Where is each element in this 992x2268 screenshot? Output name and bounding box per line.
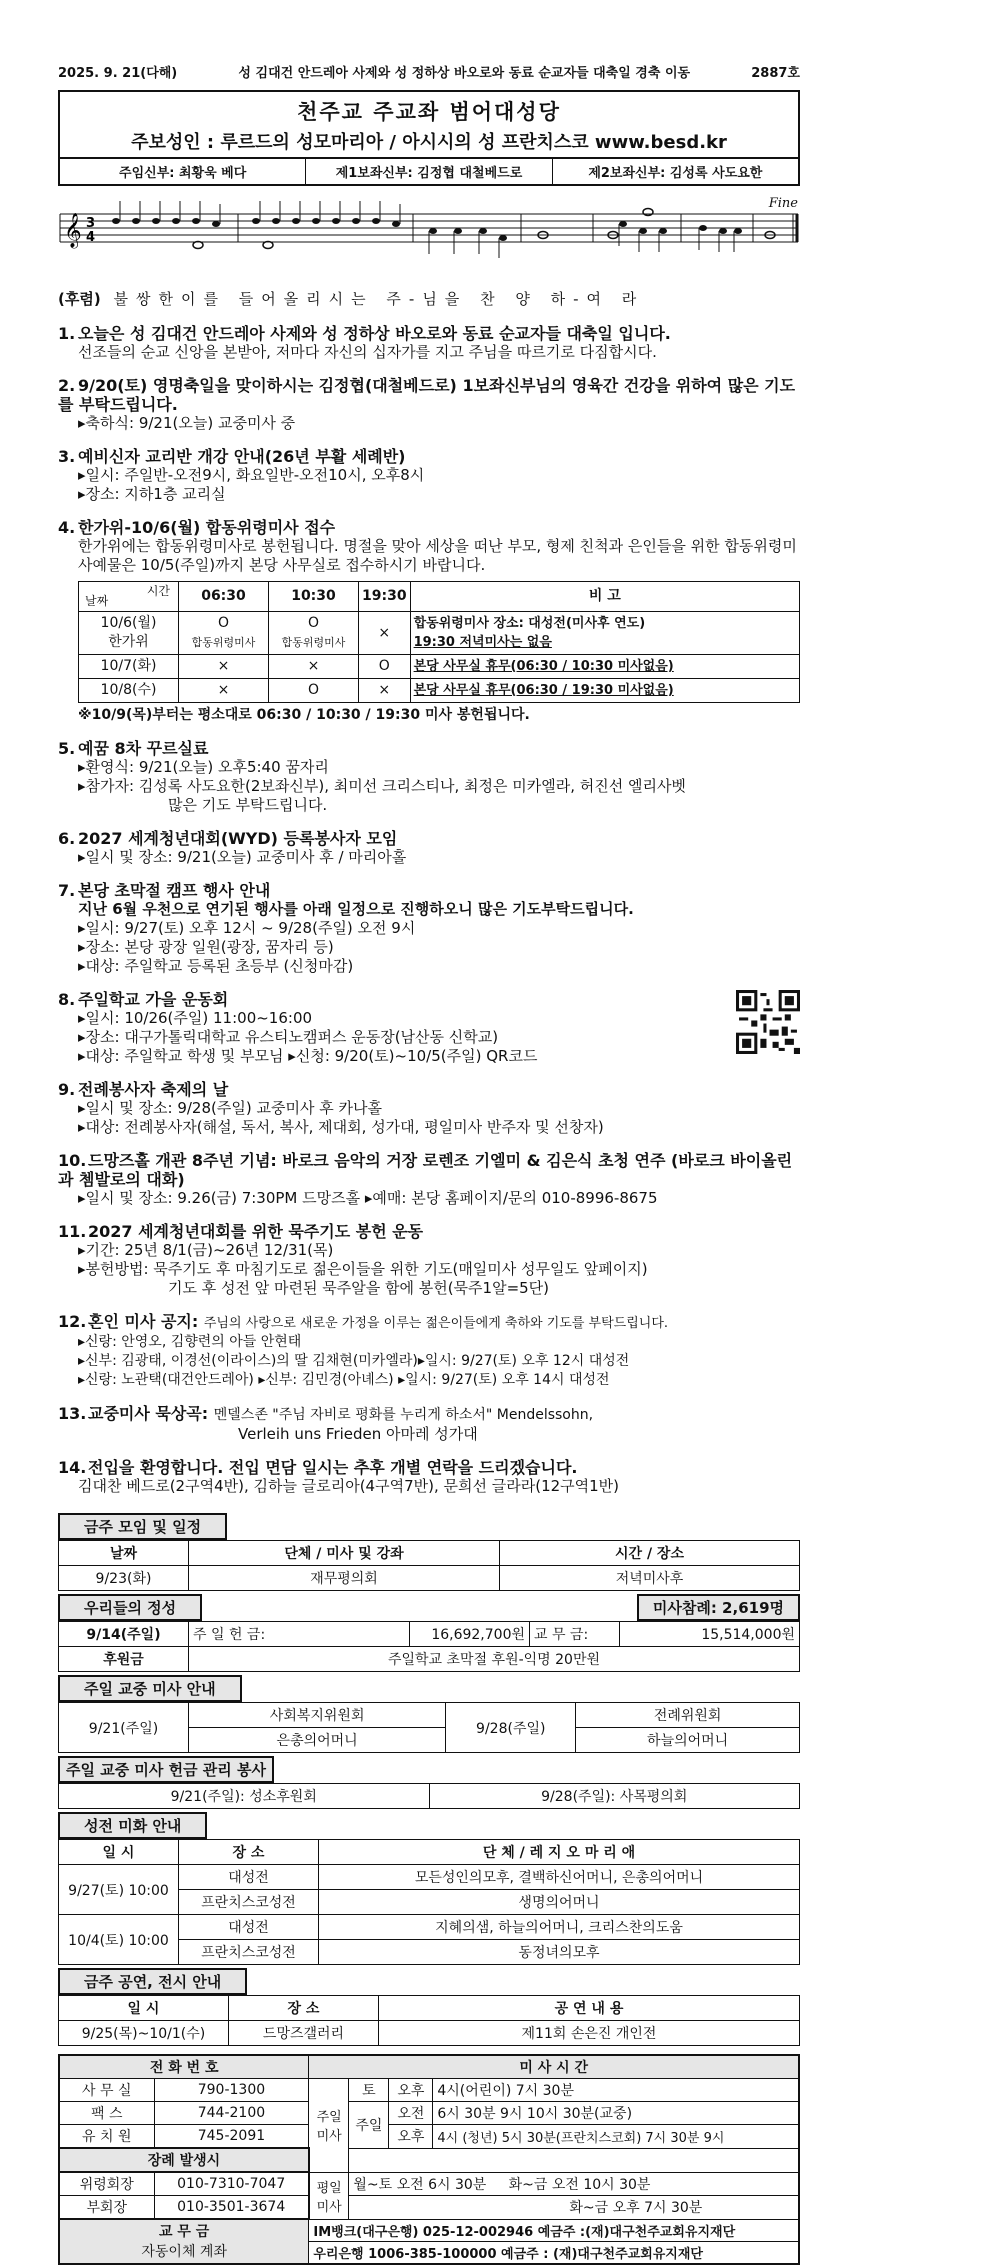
bulletin-page [58,58,800,2265]
table-row: 9/14(주일) 주 일 헌 금: 16,692,700원 교 무 금: 15,514,000원 [59,1622,800,1647]
exhibit-label: 금주 공연, 전시 안내 [58,1968,247,1995]
notice-8: 8. 주일학교 가을 운동회 ▸일시: 10/26(주일) 11:00~16:00 ▸장소: 대구가톨릭대학교 유스티노캠퍼스 운동장(남산동 신학교) ▸대상: 주일학교 학생 및 부모님 ▸신청: 9/20(토)~10/5(주일) QR코드 [58,990,800,1066]
cash-label: 주일 교중 미사 헌금 관리 봉사 [58,1756,274,1783]
notice-line: ▸축하식: 9/21(오늘) 교중미사 중 [78,414,296,432]
weekday-times: 월~토 오전 6시 30분 화~금 오전 10시 30분 [349,2172,799,2196]
parish-name: 천주교 주교좌 범어대성당 [297,100,561,124]
attendance-badge: 미사참례: 2,619명 [637,1594,800,1621]
notice-4: 4. 한가위-10/6(월) 합동위령미사 접수 한가위에는 합동위령미사로 봉헌됩니다. 명절을 맞아 세상을 떠난 부모, 형제 친척과 은인들을 위한 합동위령미사예물은 10/5(주일)까지 본당 사무실로 접수하시기 바랍니다. 시간 날짜 06:30 10:30 19:30 비 고 10/6(월) 한가위 O 합동위령미사 O 합동위령미사 × 합동위령미사 장소: 대성전(미사후 연도) 19:30 저녁미사는 없음 10/7(화) × × O 본당 사무실 휴무(06:30 / 10:30 미사없음) 10/8(수) × O × 본당 사무실 휴무(06:30 / 19:30 미사없음) ※10/9(목)부터는 평소대로 06:30 / 10:30 / 19:30 미사 봉헌됩니다. [58,518,800,725]
memorial-mass-table [78,581,800,703]
priests-row [58,159,800,186]
notice-9: 9. 전례봉사자 축제의 날 ▸일시 및 장소: 9/28(주일) 교중미사 후 카나홀 ▸대상: 전례봉사자(해설, 독서, 복사, 제대회, 성가대, 평일미사 반주자 및 선창자) [58,1080,604,1136]
beautify-label: 성전 미화 안내 [58,1812,207,1839]
issue-line [58,58,800,84]
table-row: 9/27(토) 10:00 대성전 모든성인의모후, 결백하신어머니, 은총의어머니 [59,1865,800,1890]
feast-title: 성 김대건 안드레아 사제와 성 정하상 바오로와 동료 순교자들 대축일 경축 이동 [238,65,691,81]
notice-7: 7. 본당 초막절 캠프 행사 안내 지난 6월 우천으로 연기된 행사를 아래 일정으로 진행하오니 많은 기도부탁드립니다. ▸일시: 9/27(토) 오후 12시 ~ 9/28(주일) 오전 9시 ▸장소: 본당 광장 일원(광장, 꿈자리 등) ▸대상: 주일학교 등록된 초등부 (신청마감) [58,881,634,975]
table-row: 9/23(화) 재무평의회 저녁미사후 [59,1566,800,1591]
svg-text:4: 4 [86,230,96,245]
table-row: 은총의어머니 하늘의어머니 [59,1728,800,1753]
time-col: 06:30 [179,582,269,612]
notice-13: 13. 교중미사 묵상곡: 멘델스존 "주님 자비로 평화를 누리게 하소서" Mendelssohn, Verleih uns Frieden 아마레 성가대 [58,1404,594,1443]
weekly-label: 금주 모임 및 일정 [58,1513,227,1540]
music-notation [58,196,800,266]
notice-line: 선조들의 순교 신앙을 본받아, 저마다 자신의 십자가를 지고 주님을 따르기로 다짐합시다. [78,343,657,361]
issue-number: 2887호 [751,65,800,81]
notice-10: 10. 드망즈홀 개관 8주년 기념: 바로크 음악의 거장 로렌조 기엘미 & 김은식 초청 연주 (바로크 바이올린과 쳄발로의 대화) ▸일시 및 장소: 9.26(금) 7:30PM 드망즈홀 ▸예매: 본당 홈페이지/문의 010-8996-8675 [58,1151,793,1207]
contact-table: 전 화 번 호 미 사 시 간 사 무 실 790-1300 주일 미사 토 오후 4시(어린이) 7시 30분 팩 스 744-2100 주일 오전 6시 30분 9시 10시 30분(교중) 유 치 원 745-2091 오후 4시 (청년) 5시 30분(프란치스코회) 7시 30분 9시 장례 발생시 위령회장 010-7310-7047 평일 미사 월~토 오전 6시 30분 화~금 오전 10시 30분 부회장 010-3501-3674 화~금 오후 7시 30분 교 무 금 자동이체 계좌 IM뱅크(대구은행) 025-12-002946 예금주 :(재)대구천주교회유지재단 우리은행 1006-385-100000 예금주 : (재)대구천주교회유지재단 [58,2054,800,2265]
masthead [58,90,800,159]
table-row: 사 무 실 790-1300 주일 미사 토 오후 4시(어린이) 7시 30분 [59,2079,799,2102]
notice-title: 예비신자 교리반 개강 안내(26년 부활 세례반) [78,447,406,466]
notice-1: 1. 오늘은 성 김대건 안드레아 사제와 성 정하상 바오로와 동료 순교자들 대축일 입니다. 선조들의 순교 신앙을 본받아, 저마다 자신의 십자가를 지고 주님을 따르기로 다짐합시다. [58,324,800,362]
weekly-table: 날짜 단체 / 미사 및 강좌 시간 / 장소 9/23(화) 재무평의회 저녁미사후 [58,1540,800,1591]
offering-header [58,1591,800,1621]
patron-saints: 주보성인 : 루르드의 성모마리아 / 아시시의 성 프란치스코 www.besd.kr [131,132,727,153]
time-col: 10:30 [269,582,359,612]
pastor: 주임신부: 최황욱 베다 [60,159,306,184]
notice-title: 한가위-10/6(월) 합동위령미사 접수 [78,518,336,537]
table-row: 팩 스 744-2100 주일 오전 6시 30분 9시 10시 30분(교중) [59,2102,799,2125]
time-col: 19:30 [359,582,411,612]
notice-line: ▸일시: 주일반-오전9시, 화요일반-오전10시, 오후8시 [78,466,425,484]
notices-list [58,324,800,1496]
notice-6: 6. 2027 세계청년대회(WYD) 등록봉사자 모임 ▸일시 및 장소: 9/21(오늘) 교중미사 후 / 마리아홀 [58,829,407,866]
notice-11: 11. 2027 세계청년대회를 위한 묵주기도 봉헌 운동 ▸기간: 25년 8/1(금)~26년 12/31(목) ▸봉헌방법: 묵주기도 후 마침기도로 젊은이들을 위한 기도(매일미사 성무일도 앞페이지) 기도 후 성전 앞 마련된 묵주알을 함에 봉헌(묵주1알=5단) [58,1222,648,1297]
svg-text:𝄞: 𝄞 [64,213,82,248]
svg-text:3: 3 [86,216,96,231]
assistant-2: 제2보좌신부: 김성록 사도요한 [588,166,763,181]
refrain-lyric [58,288,800,312]
table-row: 위령회장 010-7310-7047 평일 미사 월~토 오전 6시 30분 화~금 오전 10시 30분 [59,2172,799,2196]
table-row: 프란치스코성전 생명의어머니 [59,1890,800,1915]
notice-line: 한가위에는 합동위령미사로 봉헌됩니다. 명절을 맞아 세상을 떠난 부모, 형제 친척과 은인들을 위한 합동위령미사예물은 10/5(주일)까지 본당 사무실로 접수하시기 바랍니다. [78,537,797,574]
notice-5: 5. 예꿈 8차 꾸르실료 ▸환영식: 9/21(오늘) 오후5:40 꿈자리 ▸참가자: 김성록 사도요한(2보좌신부), 최미선 크리스티나, 최정은 미카엘라, 허진선 엘리사벳 많은 기도 부탁드립니다. [58,739,686,814]
table-row: 10/4(토) 10:00 대성전 지혜의샘, 하늘의어머니, 크리스찬의도움 [59,1915,800,1940]
table-row: 부회장 010-3501-3674 화~금 오후 7시 30분 [59,2196,799,2220]
offering-table [58,1621,800,1672]
table-row: 10/8(수) × O × 본당 사무실 휴무(06:30 / 19:30 미사없음) [79,679,800,703]
notice-title: 9/20(토) 영명축일을 맞이하시는 김정협(대철베드로) 1보좌신부님의 영육간 건강을 위하여 많은 기도를 부탁드립니다. [58,376,796,414]
refrain-label: (후렴) [58,290,101,308]
table-row: 9/25(목)~10/1(수) 드망즈갤러리 제11회 손은진 개인전 [59,2021,800,2046]
qr-code-icon[interactable] [736,990,800,1054]
sunday-mass-label: 주일 교중 미사 안내 [58,1675,242,1702]
notice-2: 2. 9/20(토) 영명축일을 맞이하시는 김정협(대철베드로) 1보좌신부님의 영육간 건강을 위하여 많은 기도를 부탁드립니다. ▸축하식: 9/21(오늘) 교중미사 중 [58,376,800,433]
assistant-1: 제1보좌신부: 김정협 대철베드로 [306,159,552,184]
mass-footnote: ※10/9(목)부터는 평소대로 06:30 / 10:30 / 19:30 미사 봉헌됩니다. [78,707,530,723]
offering-label: 우리들의 정성 [58,1594,202,1621]
table-row: 10/6(월) 한가위 O 합동위령미사 O 합동위령미사 × 합동위령미사 장소: 대성전(미사후 연도) 19:30 저녁미사는 없음 [79,612,800,655]
music-staff [58,196,800,284]
table-row: 9/21(주일) 사회복지위원회 9/28(주일) 전례위원회 [59,1703,800,1728]
notice-title: 오늘은 성 김대건 안드레아 사제와 성 정하상 바오로와 동료 순교자들 대축일 입니다. [78,324,671,343]
table-row: 우리은행 1006-385-100000 예금주 : (재)대구천주교회유지재단 [59,2241,799,2264]
refrain-text: 불쌍한이를 들어올리시는 주-님을 찬 양 하-여 라 [113,290,645,308]
table-row: 프란치스코성전 동정녀의모후 [59,1940,800,1965]
notice-14: 14. 전입을 환영합니다. 전입 면담 일시는 추후 개별 연락을 드리겠습니다. 김대찬 베드로(2구역4반), 김하늘 글로리아(4구역7반), 문희선 글라라(12구역1반) [58,1458,620,1495]
table-row: 후원금 주일학교 초막절 후원-익명 20만원 [59,1647,800,1672]
fine-mark: Fine [768,196,798,211]
notice-12: 12. 혼인 미사 공지: 주님의 사랑으로 새로운 가정을 이루는 젊은이들에게 축하와 기도를 부탁드립니다. ▸신랑: 안영오, 김향련의 아들 안현태 ▸신부: 김광태, 이경선(이라이스)의 딸 김채현(미카엘라)▸일시: 9/27(토) 오후 12시 대성전 ▸신랑: 노관택(대건안드레아) ▸신부: 김민경(아녜스) ▸일시: 9/27(토) 오후 14시 대성전 [58,1312,669,1388]
note-col: 비 고 [410,582,799,612]
table-row: 교 무 금 자동이체 계좌 IM뱅크(대구은행) 025-12-002946 예금주 :(재)대구천주교회유지재단 [59,2219,799,2241]
corner-cell: 시간 날짜 [79,582,179,612]
sunday-mass-table [58,1702,800,1753]
notice-3: 3. 예비신자 교리반 개강 안내(26년 부활 세례반) ▸일시: 주일반-오전9시, 화요일반-오전10시, 오후8시 ▸장소: 지하1층 교리실 [58,447,800,504]
notice-line: ▸장소: 지하1층 교리실 [78,485,226,503]
beautify-table: 일 시 장 소 단 체 / 레 지 오 마 리 애 9/27(토) 10:00 대성전 모든성인의모후, 결백하신어머니, 은총의어머니 프란치스코성전 생명의어머니 10/4(토) 10:00 대성전 지혜의샘, 하늘의어머니, 크리스찬의도움 프란치스코성전 동정녀의모후 [58,1839,800,1965]
table-row: 9/21(주일): 성소후원회 9/28(주일): 사목평의회 [59,1784,800,1809]
table-row: 10/7(화) × × O 본당 사무실 휴무(06:30 / 10:30 미사없음) [79,655,800,679]
exhibit-table: 일 시 장 소 공 연 내 용 9/25(목)~10/1(수) 드망즈갤러리 제11회 손은진 개인전 [58,1995,800,2046]
table-row: 유 치 원 745-2091 오후 4시 (청년) 5시 30분(프란치스코회) 7시 30분 9시 [59,2125,799,2149]
cash-table [58,1783,800,1809]
issue-date: 2025. 9. 21(다해) [58,65,178,81]
